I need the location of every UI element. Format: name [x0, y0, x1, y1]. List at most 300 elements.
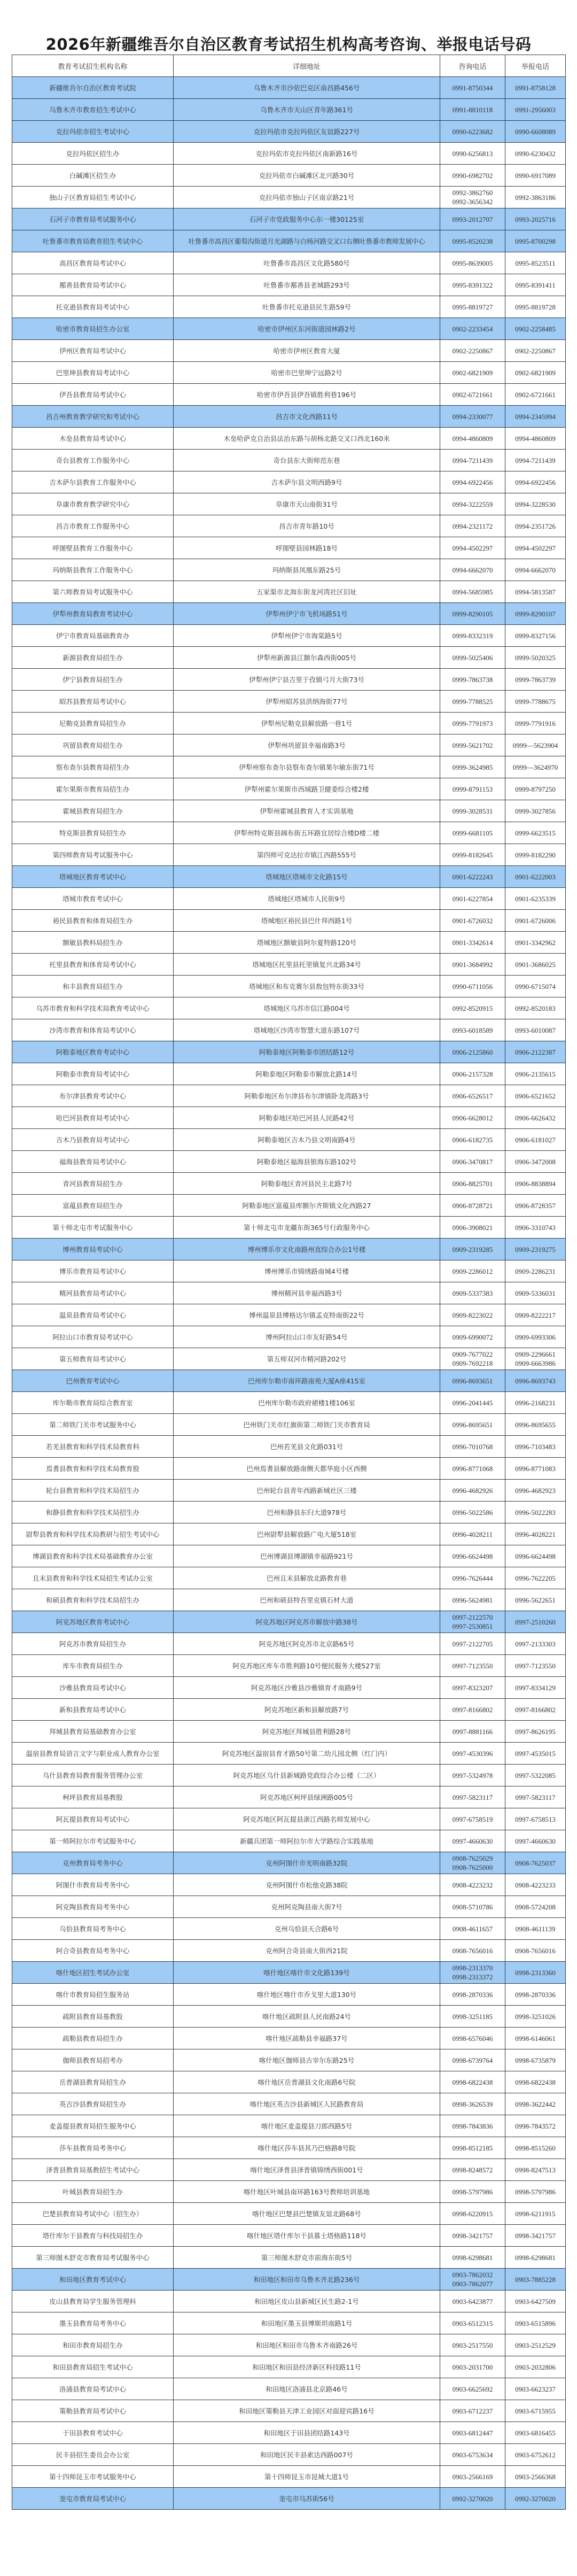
- consult-phone-cell: 0906-8825701: [440, 1173, 505, 1195]
- address-cell: 第三师图木舒克市前海东街5号: [174, 2247, 440, 2269]
- consult-phone-cell: 0998-8248572: [440, 2159, 505, 2181]
- table-row: [12, 1874, 566, 1896]
- consult-phone-cell: 0999-5621702: [440, 734, 505, 756]
- report-phone-cell: 0996-6624498: [505, 1545, 566, 1567]
- consult-phone-cell: 0906-6628012: [440, 1107, 505, 1129]
- report-phone-cell: 0909-2286231: [505, 1260, 566, 1282]
- table-row: [12, 2203, 566, 2225]
- consult-phone-cell: 0998-3251185: [440, 2006, 505, 2028]
- address-cell: 阿克苏地区温宿县育才路50号第二幼儿园北侧（红门内）: [174, 1743, 440, 1765]
- institution-name-cell: 温宿县教育局语言文字与职业成人教育办公室: [12, 1743, 174, 1765]
- institution-name-cell: 尼勒克县教育局招生办: [12, 713, 174, 734]
- table-row: [12, 778, 566, 800]
- institution-name-cell: 托克逊县教育局考试中心: [12, 296, 174, 318]
- consult-phone-cell: 0996-7626444: [440, 1567, 505, 1589]
- report-phone-cell: 0998-3622442: [505, 2093, 566, 2115]
- address-cell: 和田地区墨玉县博斯坦南路1号: [174, 2312, 440, 2334]
- institution-name-cell: 伊宁县教育局招生办: [12, 669, 174, 691]
- consult-phone-cell: 0994-7211439: [440, 450, 505, 471]
- address-cell: 巴州和静县东归大道978号: [174, 1502, 440, 1523]
- report-phone-cell: 0994-4860809: [505, 428, 566, 450]
- institution-name-cell: 沙湾市教育和体育局考试中心: [12, 1019, 174, 1041]
- institution-name-cell: 墨玉县教育局考务中心: [12, 2312, 174, 2334]
- table-row: [12, 1260, 566, 1282]
- header-institution-name: 教育考试招生机构名称: [12, 55, 174, 77]
- institution-name-cell: 阿克陶县教育局考务中心: [12, 1896, 174, 1918]
- report-phone-cell: 0996-5622651: [505, 1589, 566, 1611]
- address-cell: 伊犁州霍尔果斯市西域路卫健委综合楼2楼: [174, 778, 440, 800]
- table-row: [12, 1041, 566, 1063]
- report-phone-cell: 0906-3310743: [505, 1217, 566, 1239]
- address-cell: 博州温泉县博格达尔镇孟克特南街22号: [174, 1304, 440, 1326]
- table-row: [12, 1830, 566, 1852]
- consult-phone-cell: 0906-3470817: [440, 1151, 505, 1173]
- report-phone-cell: 0996-8695655: [505, 1414, 566, 1436]
- table-row: [12, 1545, 566, 1567]
- table-row: [12, 888, 566, 910]
- table-row: [12, 1217, 566, 1239]
- address-cell: 阿克苏地区阿瓦提县浙江西路名师发展中心: [174, 1808, 440, 1830]
- institution-name-cell: 塔什库尔干县教育与科技局招生办: [12, 2225, 174, 2247]
- institution-name-cell: 木垒县教育局考试中心: [12, 428, 174, 450]
- address-cell: 吐鲁番市高昌区文化路580号: [174, 252, 440, 274]
- table-row: [12, 471, 566, 493]
- table-row: [12, 603, 566, 625]
- address-cell: 阿克苏地区新和县解放路7号: [174, 1699, 440, 1721]
- address-cell: 阿勒泰地区哈巴河县人民路42号: [174, 1107, 440, 1129]
- institution-name-cell: 阿拉山口市教育局考试中心: [12, 1326, 174, 1348]
- institution-name-cell: 石河子市教育局考试服务中心: [12, 208, 174, 230]
- table-row: [12, 1414, 566, 1436]
- table-row: [12, 581, 566, 603]
- consult-phone-cell: 0903-6625692: [440, 2378, 505, 2400]
- consult-phone-cell: 0990-6223682: [440, 121, 505, 143]
- report-phone-cell: 0903-6427509: [505, 2291, 566, 2312]
- table-row: [12, 2334, 566, 2356]
- institution-name-cell: 昌吉市教育工作服务中心: [12, 515, 174, 537]
- table-row: [12, 1392, 566, 1414]
- institution-name-cell: 昭苏县教育局考试中心: [12, 691, 174, 713]
- address-cell: 喀什地区泽普县泽普镇锦绣西街001号: [174, 2159, 440, 2181]
- address-cell: 塔城地区沙湾市智慧大道东路107号: [174, 1019, 440, 1041]
- table-row: [12, 866, 566, 888]
- address-cell: 阿克苏地区乌什县新城路党政综合办公楼（二区）: [174, 1765, 440, 1786]
- institution-name-cell: 叶城县教育局招生办: [12, 2181, 174, 2203]
- address-cell: 博州博乐市文化南路州直综合办公1号楼: [174, 1239, 440, 1260]
- table-row: [12, 691, 566, 713]
- address-cell: 哈密市伊州区教育大厦: [174, 340, 440, 362]
- report-phone-cell: 0998-6735879: [505, 2049, 566, 2071]
- institution-name-cell: 乌鲁木齐市教育招生考试中心: [12, 99, 174, 121]
- address-cell: 克拉玛依市克拉玛依区南新路16号: [174, 143, 440, 165]
- report-phone-cell: 0996-7622205: [505, 1567, 566, 1589]
- consult-phone-cell: 0998-6822438: [440, 2071, 505, 2093]
- report-phone-cell: 0909-2319275: [505, 1239, 566, 1260]
- consult-phone-cell: 0996-6624498: [440, 1545, 505, 1567]
- address-cell: 阿克苏地区阿克苏市北京路65号: [174, 1633, 440, 1655]
- institution-name-cell: 克州教育局考务中心: [12, 1852, 174, 1874]
- institution-name-cell: 乌苏市教育和科学技术局教育考试中心: [12, 997, 174, 1019]
- consult-phone-cell: 0906-2125860: [440, 1041, 505, 1063]
- institution-name-cell: 博湖县教育和科学技术局基础教育办公室: [12, 1545, 174, 1567]
- institution-name-cell: 第二师铁门关市考试服务中心: [12, 1414, 174, 1436]
- address-cell: 巴州焉耆县解放路南侧天都华庭小区西侧: [174, 1458, 440, 1480]
- institution-name-cell: 若羌县教育和科学技术局教育科: [12, 1436, 174, 1458]
- consult-phone-cell: 0909-7677022 0909-7692218: [440, 1348, 505, 1370]
- address-cell: 喀什地区伽师县古宰尔东路25号: [174, 2049, 440, 2071]
- consult-phone-cell: 0998-3626539: [440, 2093, 505, 2115]
- consult-phone-cell: 0998-6220915: [440, 2203, 505, 2225]
- address-cell: 伊犁州特克斯县阔布街五环路宜居综合楼D楼二楼: [174, 822, 440, 844]
- address-cell: 伊犁州伊宁市飞机场路51号: [174, 603, 440, 625]
- consult-phone-cell: 0902-6821909: [440, 362, 505, 384]
- table-row: [12, 1589, 566, 1611]
- table-row: [12, 1085, 566, 1107]
- report-phone-cell: 0999-3027856: [505, 800, 566, 822]
- consult-phone-cell: 0995-8391322: [440, 274, 505, 296]
- report-phone-cell: 0906-6181027: [505, 1129, 566, 1151]
- table-row: [12, 669, 566, 691]
- institution-name-cell: 沙雅县教育局考试中心: [12, 1677, 174, 1699]
- report-phone-cell: 0996-4028221: [505, 1523, 566, 1545]
- report-phone-cell: 0901-6726006: [505, 910, 566, 932]
- consult-phone-cell: 0903-6753634: [440, 2444, 505, 2466]
- address-cell: 喀什地区喀什市乔戈里大道130号: [174, 1984, 440, 2006]
- report-phone-cell: 0998-3251026: [505, 2006, 566, 2028]
- report-phone-cell: 0994-6662070: [505, 559, 566, 581]
- report-phone-cell: 0996-7103483: [505, 1436, 566, 1458]
- institution-name-cell: 吐鲁番市教育局教育招生考试中心: [12, 230, 174, 252]
- table-row: [12, 1896, 566, 1918]
- report-phone-cell: 0996-8771083: [505, 1458, 566, 1480]
- address-cell: 塔城地区和布克赛尔县敖包特东街33号: [174, 976, 440, 997]
- consult-phone-cell: 0999-8182645: [440, 844, 505, 866]
- table-row: [12, 713, 566, 734]
- report-phone-cell: 0998-3421757: [505, 2225, 566, 2247]
- report-phone-cell: 0997-7123550: [505, 1655, 566, 1677]
- address-cell: 阿克苏地区柯坪县绿洲路005号: [174, 1786, 440, 1808]
- address-cell: 伊犁州尼勒克县解放路一巷1号: [174, 713, 440, 734]
- address-cell: 哈密市伊州区东河街道园林路2号: [174, 318, 440, 340]
- report-phone-cell: 0999-8327156: [505, 625, 566, 647]
- address-cell: 巴州和硕县特吾里克镇石材大道: [174, 1589, 440, 1611]
- consult-phone-cell: 0998-8512185: [440, 2137, 505, 2159]
- consult-phone-cell: 0995-8520238: [440, 230, 505, 252]
- institution-name-cell: 鄯善县教育局考试中心: [12, 274, 174, 296]
- institution-name-cell: 精河县教育局考试中心: [12, 1282, 174, 1304]
- table-row: [12, 1370, 566, 1392]
- institution-name-cell: 乌恰县教育局考务中心: [12, 1918, 174, 1940]
- address-cell: 巴州尉犁县解放路广电大厦518室: [174, 1523, 440, 1545]
- consult-phone-cell: 0999-8332319: [440, 625, 505, 647]
- table-row: [12, 1348, 566, 1370]
- address-cell: 塔城地区裕民县巴什拜西路1号: [174, 910, 440, 932]
- institution-name-cell: 克拉玛依市招生考试中心: [12, 121, 174, 143]
- address-cell: 第五师双河市精河路202号: [174, 1348, 440, 1370]
- table-row: [12, 625, 566, 647]
- address-cell: 巴州轮台县青年西路新城社区三楼: [174, 1480, 440, 1502]
- institution-name-cell: 疏附县教育局基教股: [12, 2006, 174, 2028]
- consult-phone-cell: 0994-4502297: [440, 537, 505, 559]
- consult-phone-cell: 0903-2566169: [440, 2466, 505, 2488]
- institution-name-cell: 巴里坤县教育局考试中心: [12, 362, 174, 384]
- consult-phone-cell: 0993-2012707: [440, 208, 505, 230]
- report-phone-cell: 0999-8290107: [505, 603, 566, 625]
- report-phone-cell: 0996-4682923: [505, 1480, 566, 1502]
- report-phone-cell: 0909-8222217: [505, 1304, 566, 1326]
- consult-phone-cell: 0994-6922456: [440, 471, 505, 493]
- report-phone-cell: 0999-8797250: [505, 778, 566, 800]
- table-row: [12, 493, 566, 515]
- report-phone-cell: 0990-6608089: [505, 121, 566, 143]
- institution-name-cell: 和静县教育和科学技术局招生办: [12, 1502, 174, 1523]
- table-row: [12, 99, 566, 121]
- consult-phone-cell: 0994-2321172: [440, 515, 505, 537]
- consult-phone-cell: 0906-2157328: [440, 1063, 505, 1085]
- institution-name-cell: 阿勒泰地区教育考试中心: [12, 1041, 174, 1063]
- address-cell: 博州精河县幸福西路3号: [174, 1282, 440, 1304]
- consult-phone-cell: 0996-8771068: [440, 1458, 505, 1480]
- address-cell: 巴州若羌县文化路031号: [174, 1436, 440, 1458]
- institution-name-cell: 伊宁市教育局基础教育办: [12, 625, 174, 647]
- institution-name-cell: 塔城市教育考试中心: [12, 888, 174, 910]
- consult-phone-cell: 0909-8223022: [440, 1304, 505, 1326]
- table-row: [12, 406, 566, 428]
- table-row: [12, 2422, 566, 2444]
- address-cell: 阿勒泰地区富蕴县库额尔齐斯镇文化西路27: [174, 1195, 440, 1217]
- consult-phone-cell: 0999-6681105: [440, 822, 505, 844]
- page-title: 2026年新疆维吾尔自治区教育考试招生机构高考咨询、举报电话号码: [45, 35, 532, 54]
- address-cell: 伊犁州昭苏县洪纳海街77号: [174, 691, 440, 713]
- consult-phone-cell: 0996-2041445: [440, 1392, 505, 1414]
- address-cell: 克州阿图什市光明南路32院: [174, 1852, 440, 1874]
- institution-name-cell: 阿勒泰市教育局考试中心: [12, 1063, 174, 1085]
- address-cell: 哈密市伊吾县伊吾镇胜利巷196号: [174, 384, 440, 406]
- consult-phone-cell: 0999-3624985: [440, 756, 505, 778]
- table-row: [12, 2137, 566, 2159]
- table-row: [12, 1436, 566, 1458]
- address-cell: 阿勒泰地区青河县民主北路7号: [174, 1173, 440, 1195]
- consult-phone-cell: 0996-5624981: [440, 1589, 505, 1611]
- institution-name-cell: 阿瓦提县教育局考试中心: [12, 1808, 174, 1830]
- institution-name-cell: 喀什地区招生考试办公室: [12, 1962, 174, 1984]
- report-phone-cell: 0995-8391411: [505, 274, 566, 296]
- table-row: [12, 515, 566, 537]
- report-phone-cell: 0906-6626432: [505, 1107, 566, 1129]
- table-row: [12, 340, 566, 362]
- table-row: [12, 822, 566, 844]
- table-row: [12, 1743, 566, 1765]
- consult-phone-cell: 0906-8728721: [440, 1195, 505, 1217]
- table-row: [12, 362, 566, 384]
- institution-name-cell: 温泉县教育局考试中心: [12, 1304, 174, 1326]
- institution-name-cell: 库尔勒市教育局综合教育室: [12, 1392, 174, 1414]
- table-row: [12, 1458, 566, 1480]
- report-phone-cell: 0998-2313360: [505, 1962, 566, 1984]
- report-phone-cell: 0992-3270020: [505, 2488, 566, 2510]
- consult-phone-cell: 0999-7863738: [440, 669, 505, 691]
- consult-phone-cell: 0990-6711056: [440, 976, 505, 997]
- report-phone-cell: 0999-8182290: [505, 844, 566, 866]
- address-cell: 呼图壁县园林路18号: [174, 537, 440, 559]
- table-row: [12, 2466, 566, 2488]
- address-cell: 阿克苏地区沙雅县沙雅镇育才南路9号: [174, 1677, 440, 1699]
- table-row: [12, 1765, 566, 1786]
- institution-name-cell: 第四师教育局考试服务中心: [12, 844, 174, 866]
- table-row: [12, 1480, 566, 1502]
- report-phone-cell: 0997-6758513: [505, 1808, 566, 1830]
- table-row: [12, 2400, 566, 2422]
- address-cell: 阿克苏地区库车市胜利路10号便民服务大楼527室: [174, 1655, 440, 1677]
- table-row: [12, 2291, 566, 2312]
- address-cell: 阿勒泰地区吉木乃县文明南路4号: [174, 1129, 440, 1151]
- consult-phone-cell: 0997-4530396: [440, 1743, 505, 1765]
- address-cell: 昌吉市文化西路11号: [174, 406, 440, 428]
- address-cell: 和田地区于田县团结路143号: [174, 2422, 440, 2444]
- institution-name-cell: 裕民县教育和体育局招生办: [12, 910, 174, 932]
- contact-table: [12, 55, 566, 2510]
- consult-phone-cell: 0997-2122705: [440, 1633, 505, 1655]
- institution-name-cell: 新疆维吾尔自治区教育考试院: [12, 77, 174, 99]
- institution-name-cell: 塔城地区教育考试中心: [12, 866, 174, 888]
- consult-phone-cell: 0994-5685985: [440, 581, 505, 603]
- report-phone-cell: 0903-7885228: [505, 2269, 566, 2291]
- consult-phone-cell: 0902-6721661: [440, 384, 505, 406]
- institution-name-cell: 托里县教育和体育局考试中心: [12, 954, 174, 976]
- report-phone-cell: 0999-7791916: [505, 713, 566, 734]
- table-header-row: [12, 55, 566, 77]
- report-phone-cell: 0999-7863739: [505, 669, 566, 691]
- institution-name-cell: 泽普县教育局基教招生考试中心: [12, 2159, 174, 2181]
- institution-name-cell: 福海县教育局考试中心: [12, 1151, 174, 1173]
- institution-name-cell: 察布查尔县教育局招生办: [12, 756, 174, 778]
- institution-name-cell: 轮台县教育和科学技术局招生办: [12, 1480, 174, 1502]
- table-row: [12, 1019, 566, 1041]
- address-cell: 伊犁州霍城县教育人才实训基地: [174, 800, 440, 822]
- address-cell: 喀什地区英吉沙县新城区人民路教育局: [174, 2093, 440, 2115]
- consult-phone-cell: 0908-5710786: [440, 1896, 505, 1918]
- consult-phone-cell: 0998-3421757: [440, 2225, 505, 2247]
- table-row: [12, 2006, 566, 2028]
- institution-name-cell: 和田地区教育考试中心: [12, 2269, 174, 2291]
- table-row: [12, 1282, 566, 1304]
- consult-phone-cell: 0902-2233454: [440, 318, 505, 340]
- institution-name-cell: 布尔津县教育考试中心: [12, 1085, 174, 1107]
- consult-phone-cell: 0996-7010768: [440, 1436, 505, 1458]
- table-row: [12, 1655, 566, 1677]
- address-cell: 塔城地区塔城市人民街9号: [174, 888, 440, 910]
- address-cell: 伊犁州察布查尔县察布查尔镇果尔敏东街71号: [174, 756, 440, 778]
- consult-phone-cell: 0903-7862032 0903-7862077: [440, 2269, 505, 2291]
- address-cell: 和田地区和田县经济新区科技路11号: [174, 2356, 440, 2378]
- consult-phone-cell: 0908-7656016: [440, 1940, 505, 1962]
- report-phone-cell: 0906-6521652: [505, 1085, 566, 1107]
- report-phone-cell: 0999-5020325: [505, 647, 566, 669]
- consult-phone-cell: 0997-5823117: [440, 1786, 505, 1808]
- address-cell: 哈密市巴里坤宁远路2号: [174, 362, 440, 384]
- table-row: [12, 976, 566, 997]
- report-phone-cell: 0993-6010087: [505, 1019, 566, 1041]
- institution-name-cell: 独山子区教育局招生考试中心: [12, 187, 174, 208]
- consult-phone-cell: 0906-6182735: [440, 1129, 505, 1151]
- institution-name-cell: 拜城县教育局基础教育办公室: [12, 1721, 174, 1743]
- table-row: [12, 384, 566, 406]
- table-row: [12, 274, 566, 296]
- report-phone-cell: 0909-5336031: [505, 1282, 566, 1304]
- institution-name-cell: 奎屯市教育局考试中心: [12, 2488, 174, 2510]
- address-cell: 阿勒泰地区阿勒泰市团结路12号: [174, 1041, 440, 1063]
- report-phone-cell: 0901-6235339: [505, 888, 566, 910]
- address-cell: 喀什地区疏勒县幸福路37号: [174, 2028, 440, 2049]
- institution-name-cell: 阿克苏地区教育考试中心: [12, 1611, 174, 1633]
- table-row: [12, 1502, 566, 1523]
- consult-phone-cell: 0999-8791153: [440, 778, 505, 800]
- report-phone-cell: 0999—3624970: [505, 756, 566, 778]
- table-row: [12, 1195, 566, 1217]
- address-cell: 塔城地区乌苏市信江路004号: [174, 997, 440, 1019]
- institution-name-cell: 高昌区教育局考试中心: [12, 252, 174, 274]
- table-row: [12, 1962, 566, 1984]
- header-address: 详细地址: [174, 55, 440, 77]
- consult-phone-cell: 0901-3684992: [440, 954, 505, 976]
- institution-name-cell: 焉耆县教育和科学技术局教育股: [12, 1458, 174, 1480]
- table-row: [12, 2378, 566, 2400]
- address-cell: 第十师北屯市龙疆东街365号行政服务中心: [174, 1217, 440, 1239]
- address-cell: 博州阿拉山口市友好路54号: [174, 1326, 440, 1348]
- header-report-phone: 举报电话: [505, 55, 566, 77]
- address-cell: 和田地区民丰县索达西路007号: [174, 2444, 440, 2466]
- report-phone-cell: 0998-6822438: [505, 2071, 566, 2093]
- address-cell: 和田地区策勒县天津工业园区对面迎宾路16号: [174, 2400, 440, 2422]
- consult-phone-cell: 0995-8819727: [440, 296, 505, 318]
- consult-phone-cell: 0903-2031700: [440, 2356, 505, 2378]
- institution-name-cell: 和丰县教育局招生办: [12, 976, 174, 997]
- address-cell: 克州阿图什市松他克路38院: [174, 1874, 440, 1896]
- address-cell: 克州乌恰县天合路6号: [174, 1918, 440, 1940]
- institution-name-cell: 巴州教育考试中心: [12, 1370, 174, 1392]
- address-cell: 伊犁州伊宁市海棠路5号: [174, 625, 440, 647]
- report-phone-cell: 0992-3863186: [505, 187, 566, 208]
- table-row: [12, 734, 566, 756]
- institution-name-cell: 伊州区教育局考试中心: [12, 340, 174, 362]
- table-row: [12, 1304, 566, 1326]
- institution-name-cell: 第三师图木舒克市教育局考试服务中心: [12, 2247, 174, 2269]
- consult-phone-cell: 0908-4223232: [440, 1874, 505, 1896]
- institution-name-cell: 霍城县教育局招生办: [12, 800, 174, 822]
- consult-phone-cell: 0992-3270020: [440, 2488, 505, 2510]
- institution-name-cell: 阿克苏市教育局招生办: [12, 1633, 174, 1655]
- report-phone-cell: 0903-6752612: [505, 2444, 566, 2466]
- consult-phone-cell: 0999-7788525: [440, 691, 505, 713]
- institution-name-cell: 新源县教育局招生办: [12, 647, 174, 669]
- address-cell: 昌吉市青年路10号: [174, 515, 440, 537]
- report-phone-cell: 0994-6922456: [505, 471, 566, 493]
- consult-phone-cell: 0902-2250867: [440, 340, 505, 362]
- report-phone-cell: 0902-2250867: [505, 340, 566, 362]
- consult-phone-cell: 0997-8881166: [440, 1721, 505, 1743]
- report-phone-cell: 0998-6298681: [505, 2247, 566, 2269]
- address-cell: 伊犁州巩留县幸福南路3号: [174, 734, 440, 756]
- institution-name-cell: 策勒县教育局考试中心: [12, 2400, 174, 2422]
- report-phone-cell: 0908-5724208: [505, 1896, 566, 1918]
- institution-name-cell: 阜康市教育教学研究中心: [12, 493, 174, 515]
- institution-name-cell: 巩留县教育局招生办: [12, 734, 174, 756]
- consult-phone-cell: 0906-6526517: [440, 1085, 505, 1107]
- institution-name-cell: 昌吉州教育教学研究和考试中心: [12, 406, 174, 428]
- report-phone-cell: 0998-5797986: [505, 2181, 566, 2203]
- report-phone-cell: 0998-6211915: [505, 2203, 566, 2225]
- report-phone-cell: 0902-2258485: [505, 318, 566, 340]
